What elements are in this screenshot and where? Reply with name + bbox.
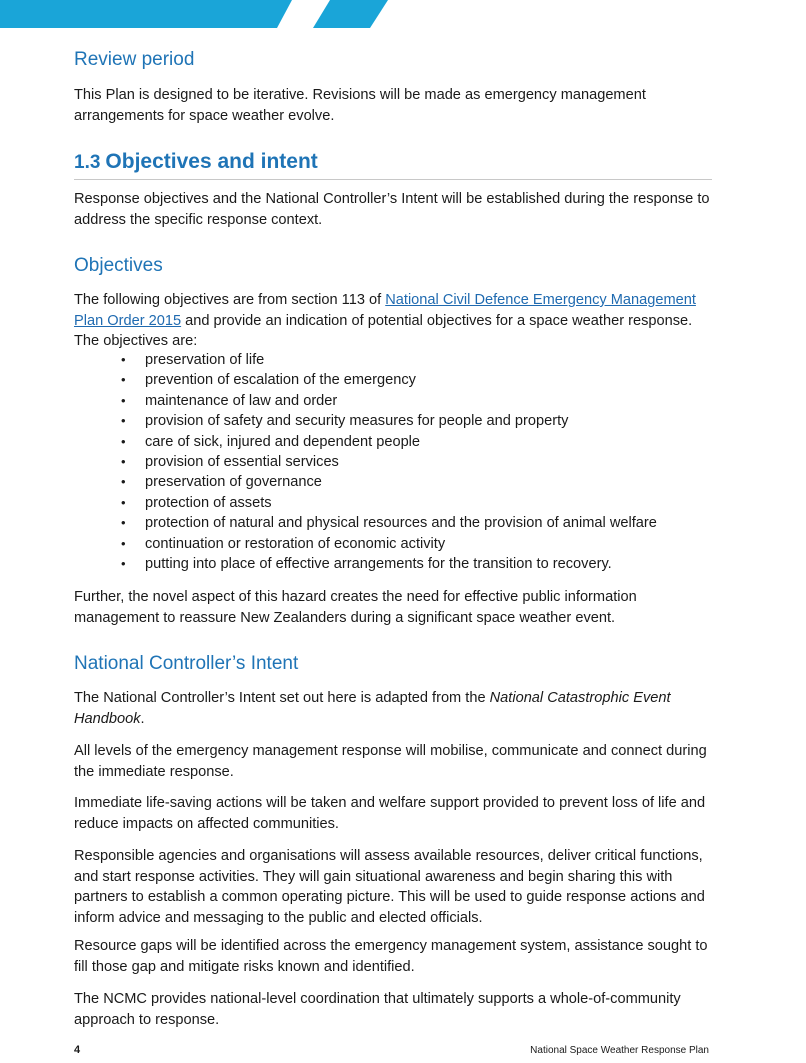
objectives-intro bbox=[74, 290, 719, 352]
bullet-icon: • bbox=[121, 556, 126, 572]
list-item bbox=[74, 452, 657, 472]
objectives-intro-lead: The following objectives are from section 113 of bbox=[74, 292, 386, 308]
list-item-text: protection of assets bbox=[145, 494, 272, 511]
review-period-heading: Review period bbox=[74, 49, 195, 70]
list-item bbox=[74, 493, 657, 513]
header-banner bbox=[0, 0, 806, 30]
list-item-text: putting into place of effective arrangements for the transition to recovery. bbox=[145, 556, 612, 573]
list-item bbox=[74, 534, 657, 554]
bullet-icon: • bbox=[121, 454, 126, 470]
list-item bbox=[74, 513, 657, 533]
list-item bbox=[74, 472, 657, 492]
banner-stripe-main bbox=[0, 0, 292, 28]
intent-paragraph-4: Responsible agencies and organisations will assess available resources, deliver critical functions, and start response activities. They will gain situational awareness and begin sharing this with partners to establish a common operating picture. This will be used to guide response actions and inform advice and messaging to the public and elected officials. bbox=[74, 848, 705, 926]
list-item-text: protection of natural and physical resources and the provision of animal welfare bbox=[145, 515, 657, 532]
list-item bbox=[74, 391, 657, 411]
intent-paragraph-5: Resource gaps will be identified across the emergency management system, assistance sought to fill those gap and mitigate risks known and identified. bbox=[74, 938, 708, 975]
list-item-text: care of sick, injured and dependent people bbox=[145, 433, 421, 450]
bullet-icon: • bbox=[121, 352, 126, 367]
list-item-text: provision of safety and security measures for people and property bbox=[145, 413, 569, 430]
section-heading bbox=[74, 149, 712, 180]
objectives-further: Further, the novel aspect of this hazard creates the need for effective public information management to reassure New Zealanders during a significant space weather event. bbox=[74, 589, 637, 626]
list-item-text: preservation of life bbox=[145, 352, 265, 368]
intent-p1-lead: The National Controller’s Intent set out here is adapted from the bbox=[74, 690, 490, 706]
list-item bbox=[74, 411, 657, 431]
list-item bbox=[74, 554, 657, 574]
intent-p1-tail: . bbox=[140, 710, 145, 727]
list-item-text: prevention of escalation of the emergency bbox=[145, 372, 416, 389]
bullet-icon: • bbox=[121, 474, 126, 490]
list-item bbox=[74, 432, 657, 452]
plan-order-link[interactable]: National Civil Defence Emergency Management Plan Order 2015 bbox=[74, 292, 696, 329]
review-period-body: This Plan is designed to be iterative. Revisions will be made as emergency management arrangements for space weather evolve. bbox=[74, 87, 646, 124]
list-item-text: maintenance of law and order bbox=[145, 392, 338, 409]
list-item bbox=[74, 370, 657, 390]
objectives-intro-tail: and provide an indication of potential objectives for a space weather response. The objectives are: bbox=[74, 312, 693, 349]
bullet-icon: • bbox=[121, 413, 126, 429]
bullet-icon: • bbox=[121, 494, 126, 510]
bullet-icon: • bbox=[121, 372, 126, 388]
section-title: Objectives and intent bbox=[105, 150, 318, 173]
footer-document-title: National Space Weather Response Plan bbox=[530, 1045, 709, 1056]
bullet-icon: • bbox=[121, 433, 126, 449]
intent-paragraph-2: All levels of the emergency management response will mobilise, communicate and connect during the immediate response. bbox=[74, 743, 707, 780]
bullet-icon: • bbox=[121, 392, 126, 408]
list-item-text: continuation or restoration of economic activity bbox=[145, 535, 446, 552]
objectives-list bbox=[74, 350, 657, 574]
list-item bbox=[74, 350, 657, 370]
bullet-icon: • bbox=[121, 535, 126, 551]
objectives-heading: Objectives bbox=[74, 255, 163, 276]
list-item-text: preservation of governance bbox=[145, 474, 322, 491]
section-number: 1.3 bbox=[74, 152, 101, 173]
intent-paragraph-3: Immediate life-saving actions will be taken and welfare support provided to prevent loss of life and reduce impacts on affected communities. bbox=[74, 795, 706, 832]
list-item-text: provision of essential services bbox=[145, 454, 339, 471]
bullet-icon: • bbox=[121, 515, 126, 531]
intent-heading: National Controller’s Intent bbox=[74, 653, 299, 674]
banner-stripe-accent bbox=[313, 0, 388, 28]
intent-paragraph-1 bbox=[74, 688, 719, 729]
section-intro: Response objectives and the National Controller’s Intent will be established during the response to address the specific response context. bbox=[74, 191, 710, 228]
intent-paragraph-6: The NCMC provides national-level coordination that ultimately supports a whole-of-community approach to response. bbox=[74, 991, 681, 1028]
handbook-title: National Catastrophic Event Handbook bbox=[74, 690, 671, 727]
page-number: 4 bbox=[74, 1044, 81, 1056]
